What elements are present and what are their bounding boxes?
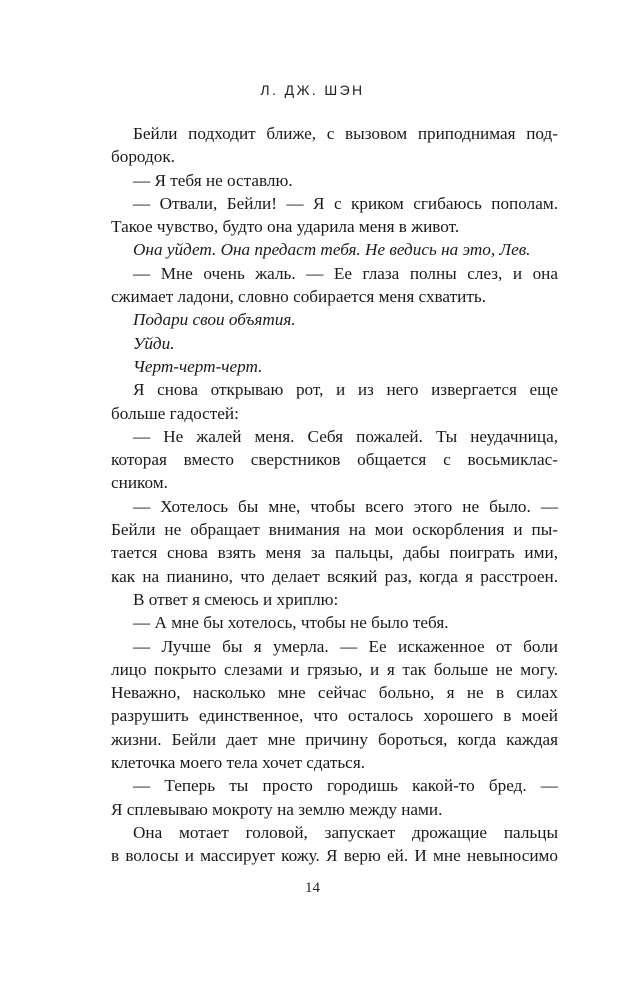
text-line: — Лучше бы я умерла. — Ее искаженное от боли xyxy=(133,636,558,656)
text-line: больше гадостей: xyxy=(111,403,239,423)
text-line: Она мотает головой, запускает дрожащие пальцы xyxy=(133,822,558,842)
text-line: Подари свои объятия. xyxy=(133,310,296,330)
text-line: Неважно, насколько мне сейчас больно, я не в силах xyxy=(111,683,558,703)
text-line: Такое чувство, будто она ударила меня в живот. xyxy=(111,217,460,237)
text-line: — Я тебя не оставлю. xyxy=(133,170,293,190)
text-line: — Не жалей меня. Себя пожалей. Ты неудачница, xyxy=(133,426,558,446)
text-line: — А мне бы хотелось, чтобы не было тебя. xyxy=(133,613,449,633)
text-line: клеточка моего тела хочет сдаться. xyxy=(111,753,366,773)
text-line: лицо покрыто слезами и грязью, и я так больше не могу. xyxy=(111,659,558,679)
text-line: — Отвали, Бейли! — Я с криком сгибаюсь пополам. xyxy=(133,193,558,213)
text-line: Уйди. xyxy=(133,333,175,353)
text-line: бородок. xyxy=(111,147,176,167)
text-line: тается снова взять меня за пальцы, дабы поиграть ими, xyxy=(111,543,558,563)
text-line: В ответ я смеюсь и хриплю: xyxy=(133,589,339,609)
text-line: как на пианино, что делает всякий раз, когда я расстроен. xyxy=(111,566,558,586)
text-line: Бейли не обращает внимания на мои оскорбления и пы- xyxy=(111,520,558,540)
text-line: Я сплевываю мокроту на землю между нами. xyxy=(111,799,443,819)
text-line: Черт-черт-черт. xyxy=(133,356,263,376)
text-line: сником. xyxy=(111,473,168,493)
running-head: Л. ДЖ. ШЭН xyxy=(260,82,365,98)
text-line: разрушить единственное, что осталось хорошего в моей xyxy=(111,706,558,726)
text-line: сжимает ладони, словно собирается меня схватить. xyxy=(111,287,486,307)
text-line: Она уйдет. Она предаст тебя. Не ведись на это, Лев. xyxy=(133,240,531,260)
page-number: 14 xyxy=(305,880,320,896)
text-line: Я снова открываю рот, и из него извергается еще xyxy=(133,380,558,400)
text-line: в волосы и массирует кожу. Я верю ей. И мне невыносимо xyxy=(111,846,558,866)
text-line: — Теперь ты просто городишь какой-то бред. — xyxy=(133,776,558,796)
text-line: — Хотелось бы мне, чтобы всего этого не было. — xyxy=(133,496,558,516)
text-line: Бейли подходит ближе, с вызовом приподнимая под- xyxy=(133,124,558,143)
text-line: — Мне очень жаль. — Ее глаза полны слез, и она xyxy=(133,263,558,283)
text-line: жизни. Бейли дает мне причину бороться, когда каждая xyxy=(111,729,558,749)
text-line: которая вместо сверстников общается с восьмиклас- xyxy=(111,450,558,470)
body-text xyxy=(111,122,558,868)
